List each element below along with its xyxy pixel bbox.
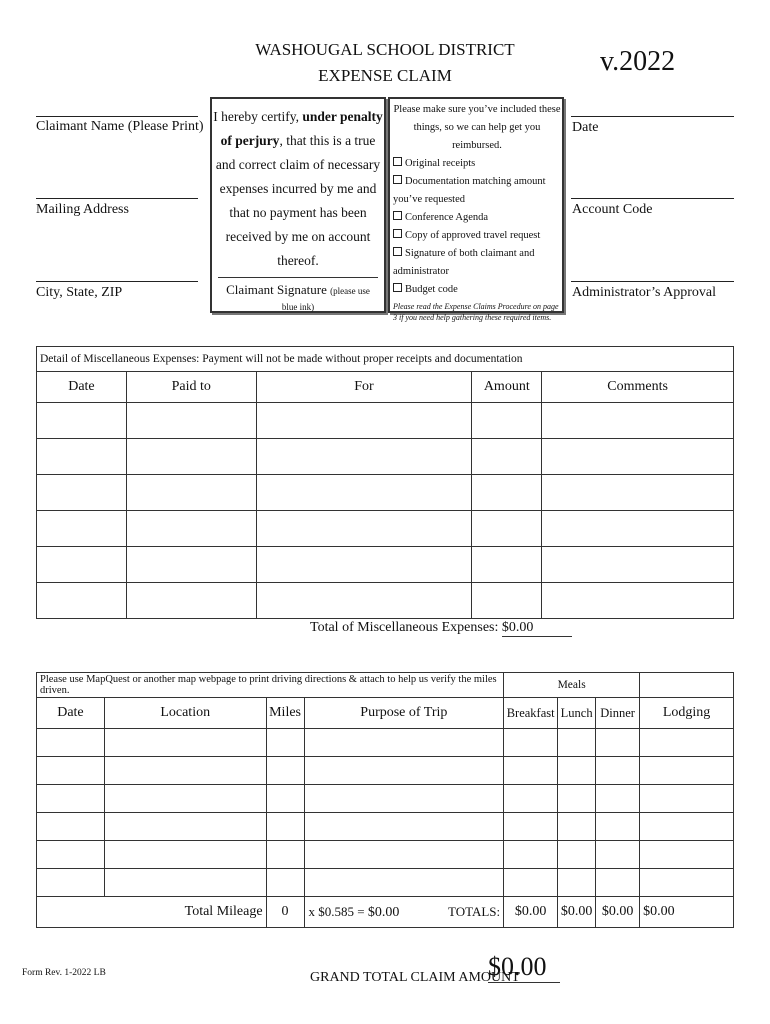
district-name: WASHOUGAL SCHOOL DISTRICT [255,40,515,59]
col-paid-to: Paid to [126,372,256,403]
certification-text: I hereby certify, under penalty of perjury, that this is a true and correct claim of necessary expenses incurred by me and that no payment has been received by me on account thereof. [213,109,383,268]
table-row[interactable] [37,785,734,813]
col-lodging: Lodging [640,698,734,729]
checkbox-icon [393,157,402,166]
admin-approval-line[interactable] [571,281,734,282]
checklist-item: Signature of both claimant and administrator [393,248,535,277]
table-row[interactable] [37,475,734,511]
misc-expenses-table [36,346,734,619]
col-purpose: Purpose of Trip [304,698,504,729]
total-mileage-value[interactable]: 0 [266,897,304,928]
table-row[interactable] [37,583,734,619]
form-revision: Form Rev. 1-2022 LB [22,968,106,978]
dinner-total[interactable]: $0.00 [596,897,640,928]
table-row[interactable] [37,813,734,841]
table-row[interactable] [37,439,734,475]
checklist-item: Conference Agenda [393,209,561,227]
checklist-item: Documentation matching amount you’ve requested [393,176,546,205]
mileage-rate: x $0.585 = [308,903,365,919]
checkbox-icon [393,175,402,184]
col-dinner: Dinner [596,698,640,729]
totals-label: TOTALS: [447,903,501,919]
misc-total [310,620,572,637]
admin-approval-label: Administrator’s Approval [572,285,717,300]
col-comments: Comments [542,372,734,403]
table-row[interactable] [37,511,734,547]
breakfast-total[interactable]: $0.00 [504,897,558,928]
table-row[interactable] [37,403,734,439]
account-code-label: Account Code [572,202,653,217]
checklist-box [388,97,564,322]
form-version: v.2022 [600,46,676,77]
travel-expenses-table [36,672,734,928]
mailing-address-label: Mailing Address [36,202,129,217]
mileage-amount: $0.00 [367,904,400,920]
table-row[interactable] [37,841,734,869]
account-code-line[interactable] [571,198,734,199]
checklist-item: Copy of approved travel request [393,227,561,245]
col-lunch: Lunch [558,698,596,729]
travel-caption: Please use MapQuest or another map webpage to print driving directions & attach to help us verify the miles driven. [37,673,504,698]
certification-box [210,97,386,313]
checklist-note: Please read the Expense Claims Procedure on page 3 if you need help gathering these required items. [393,302,559,322]
col-date: Date [37,372,127,403]
table-row[interactable] [37,757,734,785]
mailing-address-line[interactable] [36,198,198,199]
claimant-name-label: Claimant Name (Please Print) [36,119,204,134]
checklist-item: Budget code [393,281,561,299]
col-breakfast: Breakfast [504,698,558,729]
misc-total-label: Total of Miscellaneous Expenses: [310,620,499,635]
col-amount: Amount [472,372,542,403]
grand-total-value[interactable]: $0.00 [488,952,560,983]
misc-caption: Detail of Miscellaneous Expenses: Payment will not be made without proper receipts and documentation [37,347,734,372]
col-miles: Miles [266,698,304,729]
meals-header: Meals [504,673,640,698]
col-for: For [256,372,472,403]
date-label: Date [572,120,599,135]
col-location: Location [104,698,266,729]
total-mileage-label: Total Mileage [37,897,267,928]
claimant-signature-field[interactable]: Claimant Signature (please use blue ink) [218,277,378,314]
lunch-total[interactable]: $0.00 [558,897,596,928]
checkbox-icon [393,211,402,220]
table-row[interactable] [37,547,734,583]
col-date: Date [37,698,105,729]
lodging-total[interactable]: $0.00 [640,897,734,928]
claimant-name-line[interactable] [36,116,198,117]
checkbox-icon [393,283,402,292]
checkbox-icon [393,247,402,256]
table-row[interactable] [37,869,734,897]
grand-total-label: GRAND TOTAL CLAIM AMOUNT [310,970,520,985]
checkbox-icon [393,229,402,238]
table-row[interactable] [37,729,734,757]
misc-total-value[interactable]: $0.00 [502,620,572,637]
city-state-zip-line[interactable] [36,281,198,282]
form-title: EXPENSE CLAIM [318,66,452,85]
checklist-heading: Please make sure you’ve included these things, so we can help get you reimbursed. [393,104,561,151]
city-state-zip-label: City, State, ZIP [36,285,123,300]
checklist-item: Original receipts [393,155,561,173]
date-line[interactable] [571,116,734,117]
mileage-calc [304,897,504,928]
